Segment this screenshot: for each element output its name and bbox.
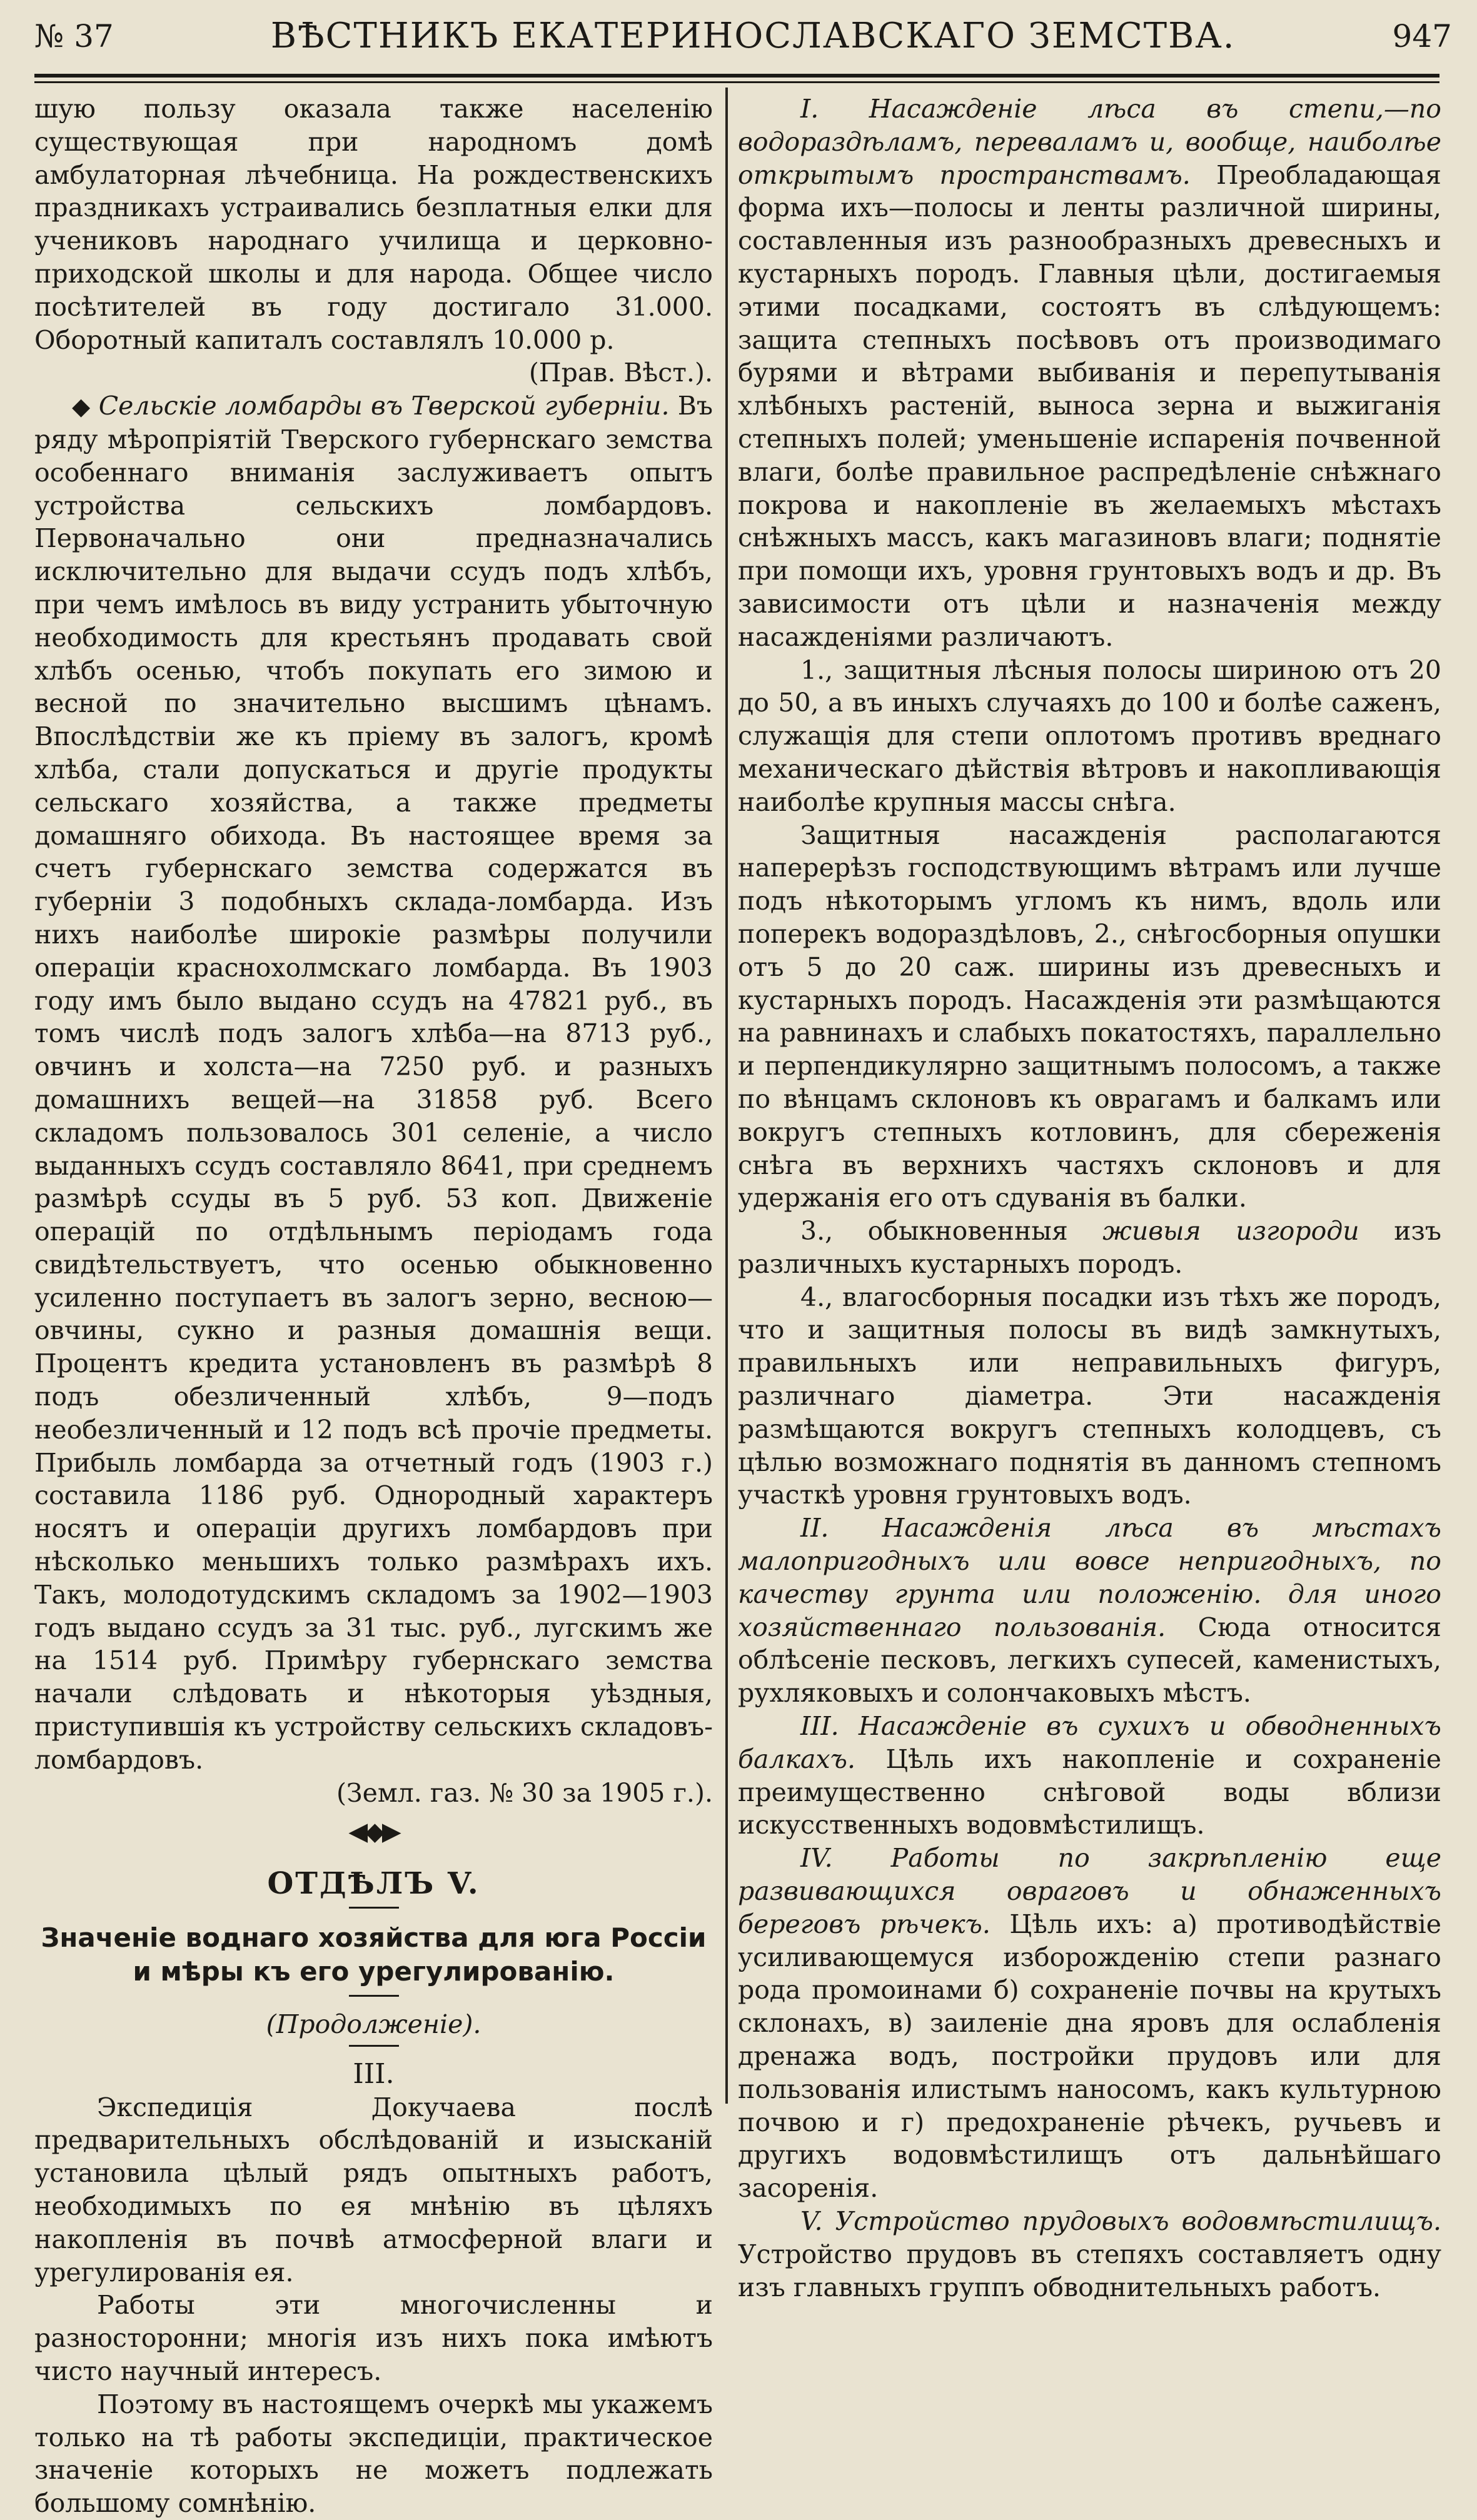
section-5-text: Устройство прудовъ въ степяхъ составляетъ одну изъ главныхъ группъ обводнительныхъ работъ. [738, 2239, 1441, 2302]
intro-paragraph: шую пользу оказала также населенію существующая при народномъ домѣ амбулаторная лѣчебница. На рождественскихъ праздникахъ устраивались безплатныя елки для учениковъ народнаго училища и церковно-приходской школы и для народа. Общее число посѣтителей въ году достигало 31.000. Оборотный капиталъ составлялъ 10.000 р. [34, 94, 713, 355]
section-3-heading: III. Насажденіе въ сухихъ и обводненныхъ балкахъ. [738, 1711, 1441, 1774]
section-2 [738, 1512, 1441, 1710]
item-2: Защитныя насажденія располагаются наперерѣзъ господствующимъ вѣтрамъ или лучше подъ нѣкоторымъ угломъ къ нимъ, вдоль или поперекъ водораздѣловъ, 2., снѣгосборныя опушки отъ 5 до 20 саж. ширины изъ древесныхъ и кустарныхъ породъ. Насажденія эти размѣщаются на равнинахъ и слабыхъ покатостяхъ, параллельно и перпендикулярно защитнымъ полосомъ, а также по вѣнцамъ склоновъ къ оврагамъ и балкамъ или вокругъ степныхъ котловинъ, для сбереженія снѣга въ верхнихъ частяхъ склоновъ и для удержанія его отъ сдуванія въ балки. [738, 820, 1441, 1213]
section-5 [738, 2205, 1441, 2304]
section-1-heading: I. Насажденіе лѣса въ степи,—по водораздѣламъ, переваламъ и, вообще, наиболѣе открытымъ пространствамъ. [738, 94, 1441, 190]
item-3-emphasis: живыя изгороди [1102, 1216, 1359, 1247]
header-rule-thin [34, 81, 1439, 83]
short-rule-2 [349, 1995, 399, 1997]
continued-label: (Продолженіе). [266, 2009, 481, 2040]
section-5-heading: V. Устройство прудовыхъ водовмѣстилищъ. [800, 2206, 1441, 2236]
section-2-text: Сюда относится облѣсеніе песковъ, легкихъ супесей, каменистыхъ, рухляковыхъ и солончаковыхъ мѣстъ. [738, 1612, 1441, 1709]
right-column [738, 93, 1441, 2302]
section-4-text: Цѣль ихъ: а) противодѣйствіе усиливающемуся изборожденію степи разнаго рода промоинами б) сохраненіе почвы на крутыхъ склонахъ, в) заиленіе дна яровъ для ослабленія дренажа водъ, постройки прудовъ или для пользованія илистымъ наносомъ, какъ культурною почвою и г) предохраненіе рѣчекъ, ручьевъ и другихъ водовмѣстилищъ отъ дальнѣйшаго засоренія. [738, 1909, 1441, 2204]
page-header [34, 6, 1452, 66]
page-number: 947 [1392, 18, 1452, 54]
section-2-heading: II. Насажденія лѣса въ мѣстахъ малопригодныхъ или вовсе непригодныхъ, по качеству грунта или положенію. для иного хозяйственнаго пользованія. [738, 1513, 1441, 1642]
source-citation-2: (Земл. газ. № 30 за 1905 г.). [336, 1777, 713, 1808]
lombard-article [34, 389, 713, 1776]
article-title: Значеніе воднаго хозяйства для юга Россіи и мѣры къ его урегулированію. [41, 1922, 707, 1987]
source-citation: (Прав. Вѣст.). [528, 358, 713, 388]
section-heading: ОТДѢЛЪ V. [267, 1866, 480, 1902]
lombard-text: Въ ряду мѣропріятій Тверского губернскаго земства особеннаго вниманія заслуживаетъ опытъ устройства сельскихъ ломбардовъ. Первоначально они предназначались исключительно для выдачи ссудъ подъ хлѣбъ, при чемъ имѣлось въ виду устранить убыточную необходимость для крестьянъ продавать свой хлѣбъ осенью, чтобъ покупать его зимою и весной по значительно высшимъ цѣнамъ. Впослѣдствіи же къ пріему въ залогъ, кромѣ хлѣба, стали допускаться и другіе продукты сельскаго хозяйства, а также предметы домашняго обихода. Въ настоящее время за счетъ губернскаго земства содержатся въ губерніи 3 подобныхъ склада-ломбарда. Изъ нихъ наиболѣе широкіе размѣры получили операціи краснохолмскаго ломбарда. Въ 1903 году имъ было выдано ссудъ на 47821 руб., въ томъ числѣ подъ залогъ хлѣба—на 8713 руб., овчинъ и холста—на 7250 руб. и разныхъ домашнихъ вещей—на 31858 руб. Всего складомъ пользовалось 301 селеніе, а число выданныхъ ссудъ составляло 8641, при среднемъ размѣрѣ ссуды въ 5 руб. 53 коп. Движеніе операцій по отдѣльнымъ періодамъ года свидѣтельствуетъ, что осенью обыкновенно усиленно поступаетъ въ залогъ зерно, весною—овчины, сукно и разныя домашнія вещи. Процентъ кредита установленъ въ размѣрѣ 8 подъ обезличенный хлѣбъ, 9—подъ необезличенный и 12 подъ всѣ прочіе предметы. Прибыль ломбарда за отчетный годъ (1903 г.) составила 1186 руб. Однородный характеръ носятъ и операціи другихъ ломбардовъ при нѣсколько меньшихъ только размѣрахъ ихъ. Такъ, молодотудскимъ складомъ за 1902—1903 годъ выдано ссудъ за 31 тыс. руб., лугскимъ же на 1514 руб. Примѣру губернскаго земства начали слѣдовать и нѣкоторыя уѣздныя, приступившія къ устройству сельскихъ складовъ-ломбардовъ. [34, 391, 713, 1775]
section-1-text: Преобладающая форма ихъ—полосы и ленты различной ширины, составленныя изъ разнообразныхъ древесныхъ и кустарныхъ породъ. Главныя цѣли, достигаемыя этими посадками, состоятъ въ слѣдующемъ: защита степныхъ посѣвовъ отъ производимаго бурями и вѣтрами выбиванія и перепутыванія хлѣбныхъ растеній, выноса зерна и выжиганія степныхъ полей; уменьшеніе испаренія почвенной влаги, болѣе правильное распредѣленіе снѣжнаго покрова и накопленіе въ желаемыхъ мѣстахъ снѣжныхъ массъ, какъ магазиновъ влаги; поднятіе при помощи ихъ, уровня грунтовыхъ водъ и др. Въ зависимости отъ цѣли и назначенія между насажденіями различаютъ. [738, 159, 1441, 652]
section-3-text: Цѣль ихъ накопленіе и сохраненіе преимущественно снѣговой воды вблизи искусственныхъ водовмѣстилищъ. [738, 1744, 1441, 1840]
item-4: 4., влагосборныя посадки изъ тѣхъ же породъ, что и защитныя полосы въ видѣ замкнутыхъ, правильныхъ или неправильныхъ фигуръ, различнаго діаметра. Эти насажденія размѣщаются вокругъ степныхъ колодцевъ, съ цѣлью возможнаго поднятія въ данномъ степномъ участкѣ уровня грунтовыхъ водъ. [738, 1282, 1441, 1510]
paragraph-1: Экспедиція Докучаева послѣ предварительныхъ обслѣдованій и изысканій установила цѣлый рядъ опытныхъ работъ, необходимыхъ по ея мнѣнію въ цѣляхъ накопленія въ почвѣ атмосферной влаги и урегулированія ея. [34, 2092, 713, 2287]
paragraph-2: Работы эти многочисленны и разносторонни; многія изъ нихъ пока имѣютъ чисто научный интересъ. [34, 2290, 713, 2386]
section-1 [738, 93, 1441, 654]
lombard-title: Сельскіе ломбарды въ Тверской губерніи. [98, 391, 670, 421]
section-4-heading: IV. Работы по закрѣпленію еще развивающихся овраговъ и обнаженныхъ береговъ рѣчекъ. [738, 1843, 1441, 1939]
column-divider [725, 88, 728, 2104]
journal-title: ВѢСТНИКЪ ЕКАТЕРИНОСЛАВСКАГО ЗЕМСТВА. [270, 16, 1236, 56]
ornament-divider: ◀◆▶ [348, 1817, 399, 1847]
paragraph-3: Поэтому въ настоящемъ очеркѣ мы укажемъ только на тѣ работы экспедиціи, практическое значеніе которыхъ не можетъ подлежать большому сомнѣнію. [34, 2389, 713, 2519]
left-column [34, 93, 713, 2519]
item-1: 1., защитныя лѣсныя полосы шириною отъ 20 до 50, а въ иныхъ случаяхъ до 100 и болѣе саженъ, служащія для степи оплотомъ противъ вреднаго механическаго дѣйствія вѣтровъ и накопливающія наиболѣе крупныя массы снѣга. [738, 655, 1441, 817]
chapter-number: III. [353, 2057, 395, 2090]
item-3-text: изъ различныхъ кустарныхъ породъ. [738, 1216, 1441, 1279]
item-3-number: 3., обыкновенныя [800, 1216, 1068, 1247]
short-rule-3 [349, 2045, 399, 2047]
section-4 [738, 1842, 1441, 2205]
item-3 [738, 1215, 1441, 1281]
short-rule [349, 1907, 399, 1909]
diamond-bullet-icon: ◆ [72, 393, 91, 421]
section-3 [738, 1710, 1441, 1842]
header-rule [34, 74, 1439, 78]
issue-number: № 37 [34, 18, 114, 54]
